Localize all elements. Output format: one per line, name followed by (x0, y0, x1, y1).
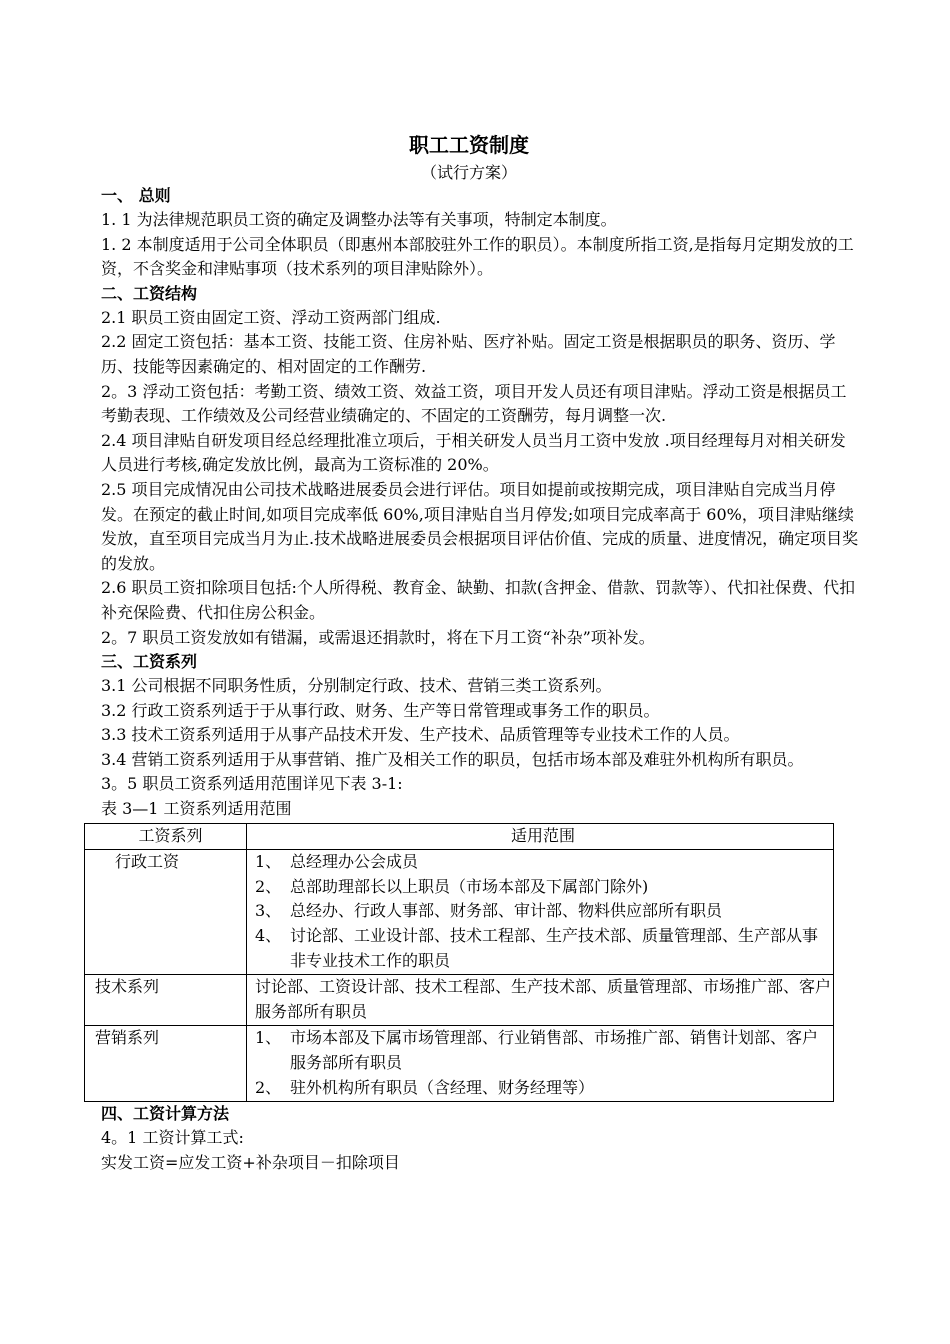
paragraph: 2。7 职员工资发放如有错漏，或需退还捐款时，将在下月工资“补杂”项补发。 (101, 627, 655, 647)
table-row (85, 975, 834, 1026)
list-text: 总经理办公会成员 (290, 852, 419, 872)
formula: 实发工资=应发工资+补杂项目－扣除项目 (101, 1152, 400, 1172)
paragraph: 3.3 技术工资系列适用于从事产品技术开发、生产技术、品质管理等专业技术工作的人员。 (101, 725, 740, 745)
table-cell-series: 行政工资 (85, 850, 247, 975)
table-cell-scope (247, 1026, 834, 1102)
paragraph: 1. 2 本制度适用于公司全体职员（即惠州本部胶驻外工作的职员）。本制度所指工资,是指每月定期发放的工资，不含奖金和津贴事项（技术系列的项目津贴除外）。 (101, 234, 854, 279)
list-item (255, 899, 831, 924)
list-number: 3、 (255, 901, 282, 921)
list-text: 市场本部及下属市场管理部、行业销售部、市场推广部、销售计划部、客户服务部所有职员 (290, 1028, 819, 1072)
list-text: 讨论部、工业设计部、技术工程部、生产技术部、质量管理部、生产部从事非专业技术工作的职员 (290, 926, 819, 970)
list-number: 2、 (255, 876, 282, 896)
list-text: 总经办、行政人事部、财务部、审计部、物料供应部所有职员 (290, 901, 723, 921)
list-text: 总部助理部长以上职员（市场本部及下属部门除外) (290, 876, 649, 896)
paragraph: 3.1 公司根据不同职务性质，分别制定行政、技术、营销三类工资系列。 (101, 676, 612, 696)
document-subtitle: （试行方案） (420, 163, 517, 182)
table-header-cell: 工资系列 (85, 823, 247, 850)
paragraph: 3.4 营销工资系列适用于从事营销、推广及相关工作的职员，包括市场本部及难驻外机构所有职员。 (101, 749, 804, 769)
list-item (255, 1026, 831, 1075)
list-item (255, 1076, 831, 1101)
paragraph: 2.4 项目津贴自研发项目经总经理批准立项后，于相关研发人员当月工资中发放 .项目经理每月对相关研发人员进行考核,确定发放比例，最高为工资标准的 20%。 (101, 430, 846, 475)
list-number: 4、 (255, 926, 282, 946)
table-row (85, 1026, 834, 1102)
document-page (95, 128, 861, 1175)
paragraph: 3。5 职员工资系列适用范围详见下表 3-1: (101, 774, 403, 794)
paragraph: 2.6 职员工资扣除项目包括:个人所得税、教育金、缺勤、扣款(含押金、借款、罚款等）、代扣社保费、代扣补充保险费、代扣住房公积金。 (101, 578, 856, 622)
section-heading-structure: 二、工资结构 (101, 283, 198, 303)
list-number: 1、 (255, 852, 282, 872)
section-heading-calculation: 四、工资计算方法 (101, 1104, 230, 1124)
table-caption: 表 3—1 工资系列适用范围 (101, 799, 292, 819)
section-heading-general: 一、 总则 (101, 186, 171, 205)
salary-series-table (84, 823, 834, 1103)
section-heading-series: 三、工资系列 (101, 652, 198, 672)
paragraph: 2.2 固定工资包括：基本工资、技能工资、住房补贴、医疗补贴。固定工资是根据职员的职务、资历、学历、技能等因素确定的、相对固定的工作酬劳. (101, 332, 836, 376)
paragraph: 1. 1 为法律规范职员工资的确定及调整办法等有关事项，特制定本制度。 (101, 210, 617, 229)
table-cell-scope: 讨论部、工资设计部、技术工程部、生产技术部、质量管理部、市场推广部、客户服务部所有职员 (247, 975, 834, 1026)
table-header-cell: 适用范围 (247, 823, 834, 850)
table-cell-series: 营销系列 (85, 1026, 247, 1102)
paragraph: 2.1 职员工资由固定工资、浮动工资两部门组成. (101, 307, 441, 327)
table-cell-scope (247, 850, 834, 975)
list-item (255, 875, 831, 900)
list-number: 1、 (255, 1028, 282, 1048)
list-item (255, 850, 831, 875)
paragraph: 2。3 浮动工资包括：考勤工资、绩效工资、效益工资，项目开发人员还有项目津贴。浮动工资是根据员工考勤表现、工作绩效及公司经营业绩确定的、不固定的工资酬劳，每月调整一次. (101, 381, 847, 426)
list-number: 2、 (255, 1077, 282, 1097)
paragraph: 4。1 工资计算工式: (101, 1128, 244, 1148)
document-title: 职工工资制度 (409, 133, 529, 157)
table-row (85, 850, 834, 975)
table-header-row (85, 823, 834, 850)
paragraph: 3.2 行政工资系列适于于从事行政、财务、生产等日常管理或事务工作的职员。 (101, 700, 660, 720)
table-cell-series: 技术系列 (85, 975, 247, 1026)
list-item (255, 924, 831, 973)
paragraph: 2.5 项目完成情况由公司技术战略进展委员会进行评估。项目如提前或按期完成，项目津贴自完成当月停发。在预定的截止时间,如项目完成率低 60%,项目津贴自当月停发;如项目完成率高于 60%，项目津贴继续发放，直至项目完成当月为止.技术战略进展委员会根据项目评估价值、完成的质量、进度情况，确定项目奖的发放。 (101, 479, 859, 573)
list-text: 驻外机构所有职员（含经理、财务经理等） (290, 1077, 595, 1097)
